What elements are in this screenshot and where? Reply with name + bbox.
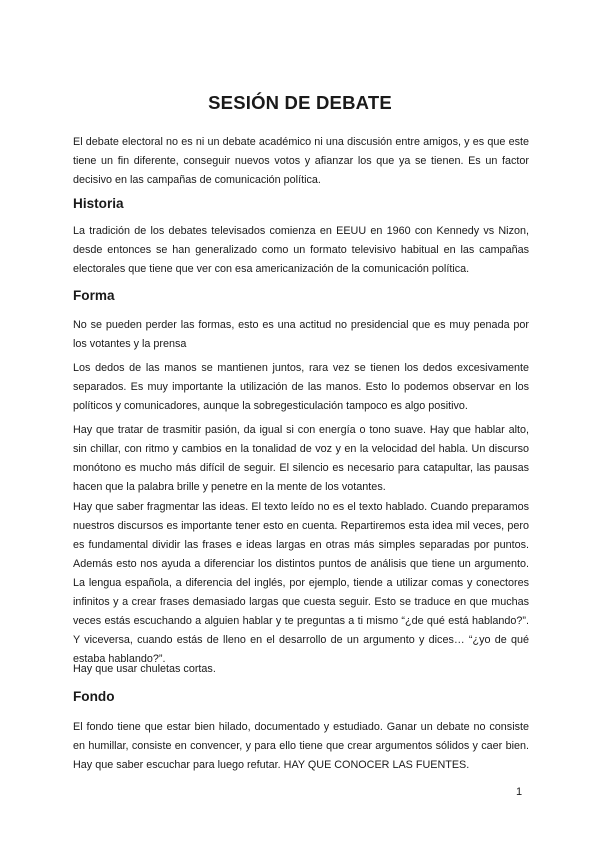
section-heading-historia: Historia (73, 196, 124, 211)
forma-paragraph-5: Hay que usar chuletas cortas. (73, 663, 216, 675)
forma-paragraph-3: Hay que tratar de trasmitir pasión, da igual si con energía o tono suave. Hay que hablar alto, sin chillar, con ritmo y cambios en la tonalidad de voz y en la velocidad del habla. Un discurso monótono es mucho más difícil de seguir. El silencio es necesario para catapultar, las pausas hacen que la palabra brille y penetre en la mente de los votantes. (73, 424, 529, 493)
fondo-paragraph: El fondo tiene que estar bien hilado, documentado y estudiado. Ganar un debate no consiste en humillar, consiste en convencer, y para ello tiene que crear argumentos sólidos y caer bien. Hay que saber escuchar para luego refutar. HAY QUE CONOCER LAS FUENTES. (73, 721, 529, 771)
section-heading-fondo: Fondo (73, 689, 115, 704)
page-title: SESIÓN DE DEBATE (208, 92, 392, 113)
intro-paragraph: El debate electoral no es ni un debate académico ni una discusión entre amigos, y es que este tiene un fin diferente, conseguir nuevos votos y afianzar los que ya se tienen. Es un factor decisivo en las campañas de comunicación política. (73, 136, 529, 186)
historia-paragraph: La tradición de los debates televisados comienza en EEUU en 1960 con Kennedy vs Nizon, desde entonces se han generalizado como un formato televisivo habitual en las campañas electorales que tiene que ver con esa americanización de la comunicación política. (73, 225, 529, 275)
section-heading-forma: Forma (73, 288, 115, 303)
forma-paragraph-4: Hay que saber fragmentar las ideas. El texto leído no es el texto hablado. Cuando preparamos nuestros discursos es importante tener esto en cuenta. Repartiremos esta idea mil veces, pero es fundamental dividir las frases e ideas largas en otras más simples separadas por puntos. Además esto nos ayuda a diferenciar los distintos puntos de análisis que tiene un argumento. La lengua española, a diferencia del inglés, por ejemplo, tiende a utilizar comas y conectores infinitos y a crear frases demasiado largas que cuesta seguir. Esto se traduce en que muchas veces estás escuchando a alguien hablar y te preguntas a ti mismo “¿de qué está hablando?”. Y viceversa, cuando estás de lleno en el desarrollo de un argumento y dices… “¿yo de qué estaba hablando?”. (73, 501, 529, 665)
forma-paragraph-1: No se pueden perder las formas, esto es una actitud no presidencial que es muy penada por los votantes y la prensa (73, 319, 529, 350)
page-number: 1 (516, 786, 523, 798)
forma-paragraph-2: Los dedos de las manos se mantienen juntos, rara vez se tienen los dedos excesivamente separados. Es muy importante la utilización de las manos. Esto lo podemos observar en los políticos y comunicadores, aunque la sobregesticulación tampoco es algo positivo. (73, 362, 529, 412)
